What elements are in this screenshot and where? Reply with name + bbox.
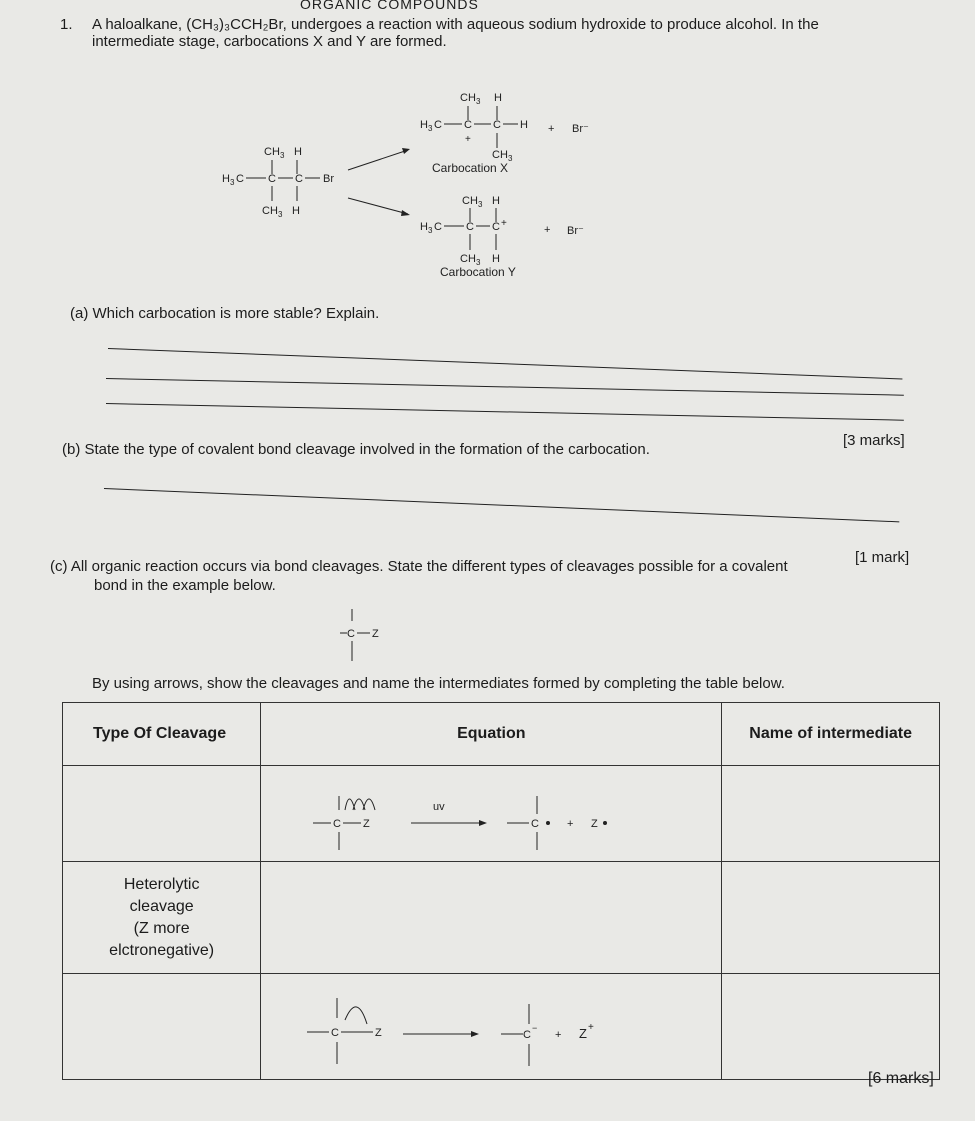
question-intro-line1: A haloalkane, (CH₃)₃CCH₂Br, undergoes a reaction with aqueous sodium hydroxide to produce alcohol. In the [92,16,819,33]
question-intro-line2: intermediate stage, carbocations X and Y are formed. [92,33,447,50]
svg-text:C: C [236,173,244,185]
cell-intermediate-homolytic[interactable] [722,766,940,862]
svg-text:Z: Z [375,1027,383,1039]
reaction-scheme [0,0,975,290]
hetero-line-4: elctronegative) [109,941,215,959]
cleavage-table [62,702,940,1080]
arrow-to-y [348,198,408,214]
answer-line-a3[interactable] [106,403,904,421]
page-header: ORGANIC COMPOUNDS [300,0,479,12]
part-b-marks: [1 mark] [855,549,910,566]
question-number: 1. [60,16,73,33]
arrow-to-x [348,150,408,170]
c-z-bond-example [340,605,430,665]
svg-text:3: 3 [476,97,481,106]
table-row-heterolytic-1 [63,862,940,974]
svg-text:3: 3 [476,258,481,267]
homolytic-equation [261,766,721,856]
carbocation-x-structure [420,92,528,163]
svg-text:C: C [531,818,540,830]
cell-equation-heterolytic-2 [261,974,722,1080]
part-b-question: (b) State the type of covalent bond cleavage involved in the formation of the carbocation. [62,441,650,458]
answer-line-a1[interactable] [108,348,902,380]
svg-text:Z: Z [372,628,379,640]
header-name-of-intermediate: Name of intermediate [722,703,940,766]
cell-type-blank-3[interactable] [63,974,261,1080]
svg-text:CH: CH [460,253,476,265]
svg-text:3: 3 [428,226,433,235]
bromide-ion-x: Br⁻ [572,123,589,135]
svg-text:3: 3 [230,178,235,187]
svg-text:H: H [222,173,230,185]
svg-text:H: H [520,119,528,131]
svg-text:H: H [292,205,300,217]
answer-line-b[interactable] [104,488,899,522]
svg-text:H: H [492,195,500,207]
svg-text:C: C [434,221,442,233]
svg-text:3: 3 [508,154,513,163]
table-header-row [63,703,940,766]
svg-text:+: + [588,1022,595,1033]
header-type-of-cleavage: Type Of Cleavage [63,703,261,766]
svg-text:+: + [567,818,574,830]
hetero-line-1: Heterolytic [123,875,200,893]
svg-text:CH: CH [492,149,508,161]
svg-text:H: H [420,221,428,233]
final-marks: [6 marks] [868,1070,934,1087]
carbocation-y-label: Carbocation Y [440,265,516,279]
part-c-instruction: By using arrows, show the cleavages and name the intermediates formed by completing the table below. [92,675,785,692]
svg-text:C: C [331,1027,340,1039]
part-a-question: (a) Which carbocation is more stable? Explain. [70,305,380,322]
plus-sign-x: + [548,123,555,135]
cell-equation-homolytic [261,766,722,862]
haloalkane-structure [222,146,334,219]
svg-text:C: C [464,119,472,131]
svg-text:H: H [294,146,302,158]
svg-text:+: + [555,1029,562,1041]
svg-text:C: C [492,221,500,233]
svg-text:C: C [268,173,276,185]
plus-sign-y: + [544,224,551,236]
cell-intermediate-heterolytic-2[interactable] [722,974,940,1080]
answer-line-a2[interactable] [106,378,904,396]
svg-text:C: C [333,818,342,830]
cell-type-heterolytic [63,862,261,974]
part-c-line2: bond in the example below. [94,577,276,594]
table-row-heterolytic-2 [63,974,940,1080]
svg-text:−: − [532,1023,538,1033]
part-a-marks: [3 marks] [843,432,905,449]
svg-text:H: H [492,253,500,265]
svg-text:+: + [465,134,471,145]
svg-text:Z: Z [591,818,599,830]
svg-text:C: C [523,1029,532,1041]
cell-intermediate-heterolytic-blank[interactable] [722,862,940,974]
svg-text:H: H [420,119,428,131]
svg-text:C: C [466,221,474,233]
svg-text:C: C [434,119,442,131]
cell-equation-heterolytic-blank[interactable] [261,862,722,974]
part-c-line1: (c) All organic reaction occurs via bond cleavages. State the different types of cleavages possible for a covalent [50,558,788,575]
svg-text:C: C [295,173,303,185]
svg-text:C: C [347,628,355,640]
bromide-ion-y: Br⁻ [567,225,584,237]
svg-text:3: 3 [478,200,483,209]
carbocation-x-label: Carbocation X [432,161,509,175]
uv-label: uv [433,801,445,813]
svg-text:Z: Z [579,1026,588,1041]
svg-text:3: 3 [428,124,433,133]
svg-text:Z: Z [363,818,371,830]
svg-text:CH: CH [462,195,478,207]
hetero-line-2: cleavage [129,897,194,915]
svg-text:CH: CH [262,205,278,217]
hetero-line-3: (Z more [133,919,190,937]
header-equation: Equation [261,703,722,766]
svg-text:3: 3 [280,151,285,160]
svg-text:CH: CH [264,146,280,158]
cell-type-blank-1[interactable] [63,766,261,862]
svg-text:3: 3 [278,210,283,219]
carbocation-y-structure [420,195,507,267]
heterolytic-equation [261,974,721,1074]
svg-text:Br: Br [323,173,334,185]
svg-text:+: + [501,218,507,229]
svg-text:C: C [493,119,501,131]
svg-text:CH: CH [460,92,476,104]
table-row-homolytic [63,766,940,862]
svg-text:H: H [494,92,502,104]
